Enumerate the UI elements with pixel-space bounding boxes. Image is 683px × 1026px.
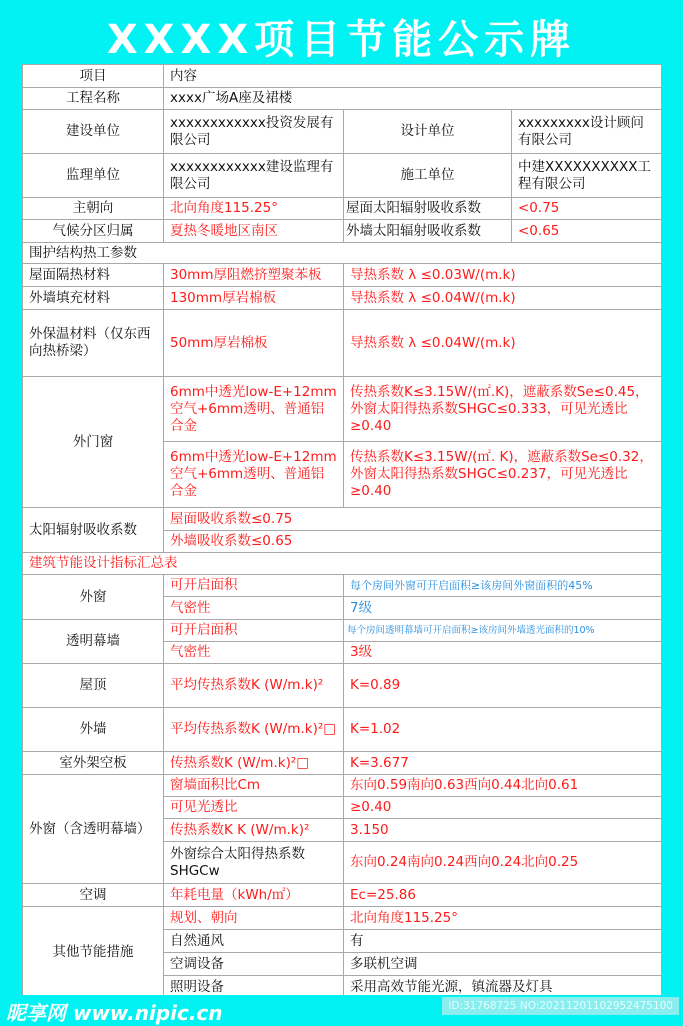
table-row bbox=[23, 620, 662, 642]
value: 6mm中透光low-E+12mm空气+6mm透明、普通铝合金 bbox=[164, 377, 344, 442]
label: 传热系数K (W/m.k)²□ bbox=[164, 752, 344, 775]
value: 3.150 bbox=[344, 819, 662, 842]
table-row bbox=[23, 884, 662, 907]
label: 外墙 bbox=[23, 708, 164, 752]
page-title: XXXX项目节能公示牌 bbox=[106, 17, 577, 63]
table-row bbox=[23, 752, 662, 775]
value: K=0.89 bbox=[344, 664, 662, 708]
header-content: 内容 bbox=[164, 65, 662, 88]
section-row bbox=[23, 243, 662, 264]
label: 其他节能措施 bbox=[23, 907, 164, 999]
table-row bbox=[23, 110, 662, 154]
table-row bbox=[23, 664, 662, 708]
label: 可见光透比 bbox=[164, 797, 344, 819]
label: 可开启面积 bbox=[164, 575, 344, 597]
label: 太阳辐射吸收系数 bbox=[23, 508, 164, 553]
value: xxxxxxxxxxxx建设监理有限公司 bbox=[164, 154, 344, 198]
value: 每个房间透明幕墙可开启面积≥该房间外墙透光面积的10% bbox=[344, 620, 662, 642]
value: 3级 bbox=[344, 642, 662, 664]
label: 气密性 bbox=[164, 642, 344, 664]
value: 东向0.59南向0.63西向0.44北向0.61 bbox=[344, 775, 662, 797]
value: 50mm厚岩棉板 bbox=[164, 310, 344, 377]
label: 施工单位 bbox=[344, 154, 512, 198]
value: K=1.02 bbox=[344, 708, 662, 752]
label: 平均传热系数K (W/m.k)²□ bbox=[164, 708, 344, 752]
label: 外保温材料（仅东西向热桥梁） bbox=[23, 310, 164, 377]
label: 建设单位 bbox=[23, 110, 164, 154]
label: 空调设备 bbox=[164, 953, 344, 976]
value: 130mm厚岩棉板 bbox=[164, 287, 344, 310]
table-row bbox=[23, 220, 662, 243]
value: 屋面吸收系数≤0.75 bbox=[164, 508, 662, 531]
label: 自然通风 bbox=[164, 930, 344, 953]
value: 导热系数 λ ≤0.04W/(m.k) bbox=[344, 287, 662, 310]
table-row bbox=[23, 264, 662, 287]
value: K=3.677 bbox=[344, 752, 662, 775]
value: 采用高效节能光源，镇流器及灯具 bbox=[344, 976, 662, 999]
label: 监理单位 bbox=[23, 154, 164, 198]
value: 北向角度115.25° bbox=[164, 198, 344, 220]
table-row bbox=[23, 154, 662, 198]
table-row bbox=[23, 287, 662, 310]
value: <0.65 bbox=[512, 220, 662, 243]
value: 30mm厚阻燃挤塑聚苯板 bbox=[164, 264, 344, 287]
value: xxxxxxxxxxxx投资发展有限公司 bbox=[164, 110, 344, 154]
value: ≥0.40 bbox=[344, 797, 662, 819]
label: 照明设备 bbox=[164, 976, 344, 999]
label: 平均传热系数K (W/m.k)² bbox=[164, 664, 344, 708]
section-row bbox=[23, 553, 662, 575]
label: 传热系数K K (W/m.k)² bbox=[164, 819, 344, 842]
label: 窗墙面积比Cm bbox=[164, 775, 344, 797]
watermark-logo: 昵享网 www.nipic.cn bbox=[6, 1001, 223, 1025]
section-title: 围护结构热工参数 bbox=[23, 243, 662, 264]
value: 传热系数K≤3.15W/(㎡. K)，遮蔽系数Se≤0.32，外窗太阳得热系数SHGC≤0.237，可见光透比≥0.40 bbox=[344, 442, 662, 508]
value: 中建XXXXXXXXXX工程有限公司 bbox=[512, 154, 662, 198]
value: 北向角度115.25° bbox=[344, 907, 662, 930]
label: 外门窗 bbox=[23, 377, 164, 508]
table-row bbox=[23, 65, 662, 88]
value: 东向0.24南向0.24西向0.24北向0.25 bbox=[344, 842, 662, 884]
value: 传热系数K≤3.15W/(㎡.K)，遮蔽系数Se≤0.45，外窗太阳得热系数SHGC≤0.333，可见光透比≥0.40 bbox=[344, 377, 662, 442]
table-row bbox=[23, 508, 662, 531]
label: 透明幕墙 bbox=[23, 620, 164, 664]
label: 外窗综合太阳得热系数SHGCw bbox=[164, 842, 344, 884]
label: 气密性 bbox=[164, 597, 344, 620]
value: 导热系数 λ ≤0.03W/(m.k) bbox=[344, 264, 662, 287]
value: 多联机空调 bbox=[344, 953, 662, 976]
value: <0.75 bbox=[512, 198, 662, 220]
label: 室外架空板 bbox=[23, 752, 164, 775]
label: 屋面隔热材料 bbox=[23, 264, 164, 287]
value: 外墙吸收系数≤0.65 bbox=[164, 531, 662, 553]
label: 空调 bbox=[23, 884, 164, 907]
value: xxxxxxxxx设计顾问有限公司 bbox=[512, 110, 662, 154]
table-row bbox=[23, 377, 662, 442]
energy-table bbox=[22, 64, 662, 999]
label: 可开启面积 bbox=[164, 620, 344, 642]
section-title: 建筑节能设计指标汇总表 bbox=[23, 553, 662, 575]
header-item: 项目 bbox=[23, 65, 164, 88]
value: 6mm中透光low-E+12mm空气+6mm透明、普通铝合金 bbox=[164, 442, 344, 508]
value: 夏热冬暖地区南区 bbox=[164, 220, 344, 243]
label: 外墙填充材料 bbox=[23, 287, 164, 310]
label: 屋顶 bbox=[23, 664, 164, 708]
table-row bbox=[23, 708, 662, 752]
table-row bbox=[23, 775, 662, 797]
table-row bbox=[23, 88, 662, 110]
label: 外墙太阳辐射吸收系数 bbox=[344, 220, 512, 243]
label: 规划、朝向 bbox=[164, 907, 344, 930]
value: 每个房间外窗可开启面积≥该房间外窗面积的45% bbox=[344, 575, 662, 597]
energy-table-sheet bbox=[22, 64, 661, 1000]
label: 屋面太阳辐射吸收系数 bbox=[344, 198, 512, 220]
label: 设计单位 bbox=[344, 110, 512, 154]
table-row bbox=[23, 198, 662, 220]
label: 工程名称 bbox=[23, 88, 164, 110]
label: 外窗 bbox=[23, 575, 164, 620]
label: 气候分区归属 bbox=[23, 220, 164, 243]
table-row bbox=[23, 907, 662, 930]
value: Ec=25.86 bbox=[344, 884, 662, 907]
value: 导热系数 λ ≤0.04W/(m.k) bbox=[344, 310, 662, 377]
table-row bbox=[23, 575, 662, 597]
value: 7级 bbox=[344, 597, 662, 620]
watermark-id: ID:31768725 NO:20211201102952475100 bbox=[442, 997, 679, 1015]
value: xxxx广场A座及裙楼 bbox=[164, 88, 662, 110]
label: 年耗电量（kWh/㎡） bbox=[164, 884, 344, 907]
label: 主朝向 bbox=[23, 198, 164, 220]
value: 有 bbox=[344, 930, 662, 953]
label: 外窗（含透明幕墙） bbox=[23, 775, 164, 884]
table-row bbox=[23, 310, 662, 377]
